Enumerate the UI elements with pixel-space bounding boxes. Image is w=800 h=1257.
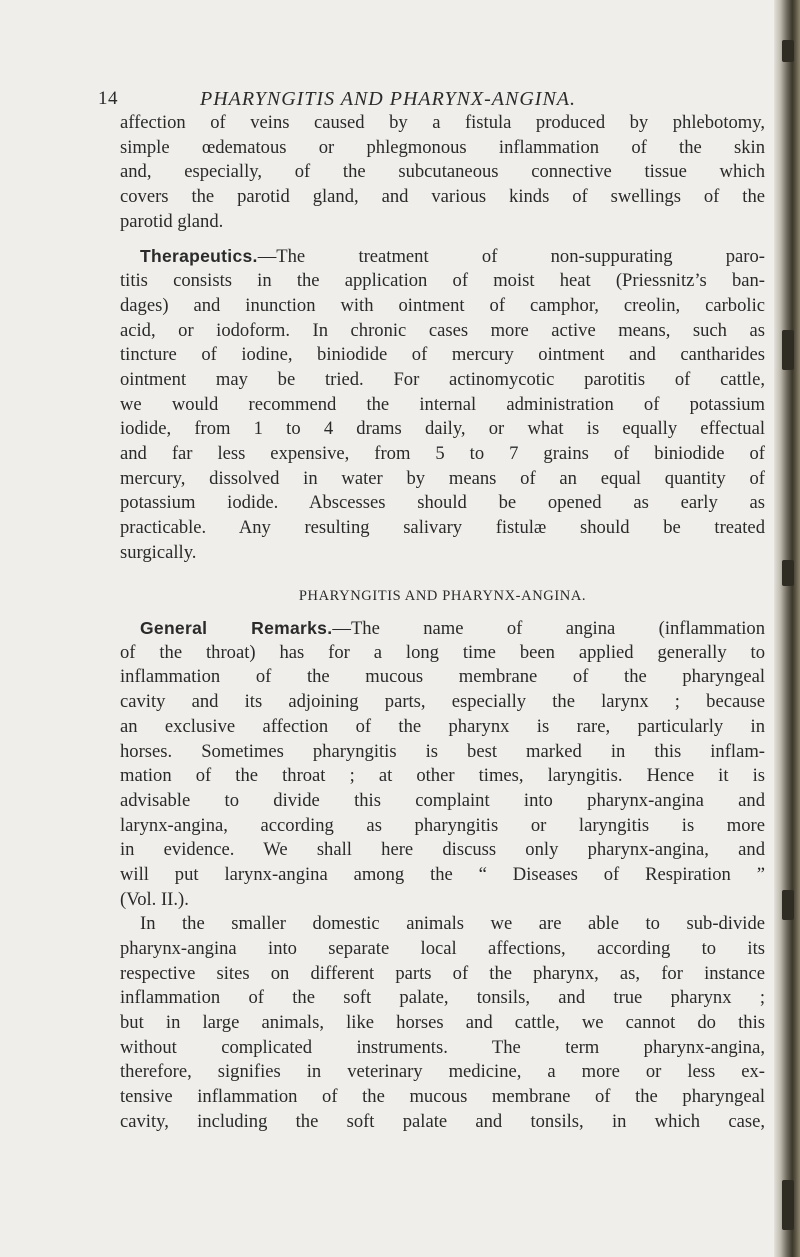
text-fragment: —The name of angina (inflammation [332,618,766,640]
therapeutics-heading: Therapeutics. [140,246,258,267]
text-line: In the smaller domestic animals we are able to sub-divide [140,913,765,935]
text-line: surgically. [120,541,197,563]
text-line: without complicated instruments. The term pharynx-angina, [120,1036,765,1058]
text-line: and far less expensive, from 5 to 7 grains of biniodide of [120,442,765,464]
text-line: respective sites on different parts of the pharynx, as, for instance [120,962,765,984]
paragraph-parotitis-differential [120,111,765,234]
text-line: we would recommend the internal administration of potassium [120,393,765,415]
paragraph-therapeutics [120,244,765,565]
paragraph-general-remarks [120,616,765,912]
text-line: parotid gland. [120,210,224,232]
text-line: affection of veins caused by a fistula produced by phlebotomy, [120,112,765,133]
text-line: will put larynx-angina among the “ Diseases of Respiration ” [120,863,765,885]
text-line: inflammation of the soft palate, tonsils, and true pharynx ; [120,987,765,1009]
paragraph-gap [120,234,765,244]
running-title: PHARYNGITIS AND PHARYNX-ANGINA. [200,88,577,110]
text-line: in evidence. We shall here discuss only pharynx-angina, and [120,839,765,861]
page-body [120,111,765,1135]
general-remarks-heading: General Remarks. [140,618,333,639]
text-line: and, especially, of the subcutaneous connective tissue which [120,161,765,183]
spine-shadow [782,560,794,586]
text-line: mation of the throat ; at other times, laryngitis. Hence it is [120,765,765,787]
text-line: mercury, dissolved in water by means of an equal quantity of [120,467,765,489]
text-line: an exclusive affection of the pharynx is rare, particularly in [120,715,765,737]
text-line: advisable to divide this complaint into pharynx-angina and [120,789,765,811]
text-line [120,244,765,269]
spine-shadow [782,890,794,920]
spine-shadow [782,1180,794,1230]
text-line: but in large animals, like horses and cattle, we cannot do this [120,1012,765,1034]
text-line: tincture of iodine, biniodide of mercury ointment and cantharides [120,344,765,366]
text-line [120,616,765,641]
text-line: of the throat) has for a long time been applied generally to [120,641,765,663]
text-line: potassium iodide. Abscesses should be opened as early as [120,492,765,514]
text-line: (Vol. II.). [120,888,189,910]
text-line: pharynx-angina into separate local affections, according to its [120,938,765,959]
text-line: therefore, signifies in veterinary medicine, a more or less ex- [120,1061,765,1083]
text-line: covers the parotid gland, and various kinds of swellings of the [120,186,765,208]
book-spine-edge [774,0,800,1257]
text-line: larynx-angina, according as pharyngitis or laryngitis is more [120,814,765,836]
paragraph-subdivision [120,912,765,1134]
text-line: horses. Sometimes pharyngitis is best marked in this inflam- [120,740,765,762]
text-line: tensive inflammation of the mucous membrane of the pharyngeal [120,1086,765,1108]
section-title: PHARYNGITIS AND PHARYNX-ANGINA. [298,588,587,605]
text-line: practicable. Any resulting salivary fistulæ should be treated [120,517,765,538]
spine-shadow [782,40,794,62]
text-line: titis consists in the application of moist heat (Priessnitz’s ban- [120,270,765,292]
text-line: simple œdematous or phlegmonous inflammation of the skin [120,136,765,158]
text-line: cavity, including the soft palate and tonsils, in which case, [120,1110,765,1132]
text-line: inflammation of the mucous membrane of the pharyngeal [120,666,765,688]
text-line: acid, or iodoform. In chronic cases more active means, such as [120,319,765,341]
page-number: 14 [98,88,118,109]
text-line: dages) and inunction with ointment of camphor, creolin, carbolic [120,294,765,316]
text-line: iodide, from 1 to 4 drams daily, or what is equally effectual [120,418,765,440]
text-line: cavity and its adjoining parts, especially the larynx ; because [120,691,765,713]
text-fragment: —The treatment of non-suppurating paro- [257,246,765,268]
spine-shadow [782,330,794,370]
text-line: ointment may be tried. For actinomycotic parotitis of cattle, [120,368,765,390]
